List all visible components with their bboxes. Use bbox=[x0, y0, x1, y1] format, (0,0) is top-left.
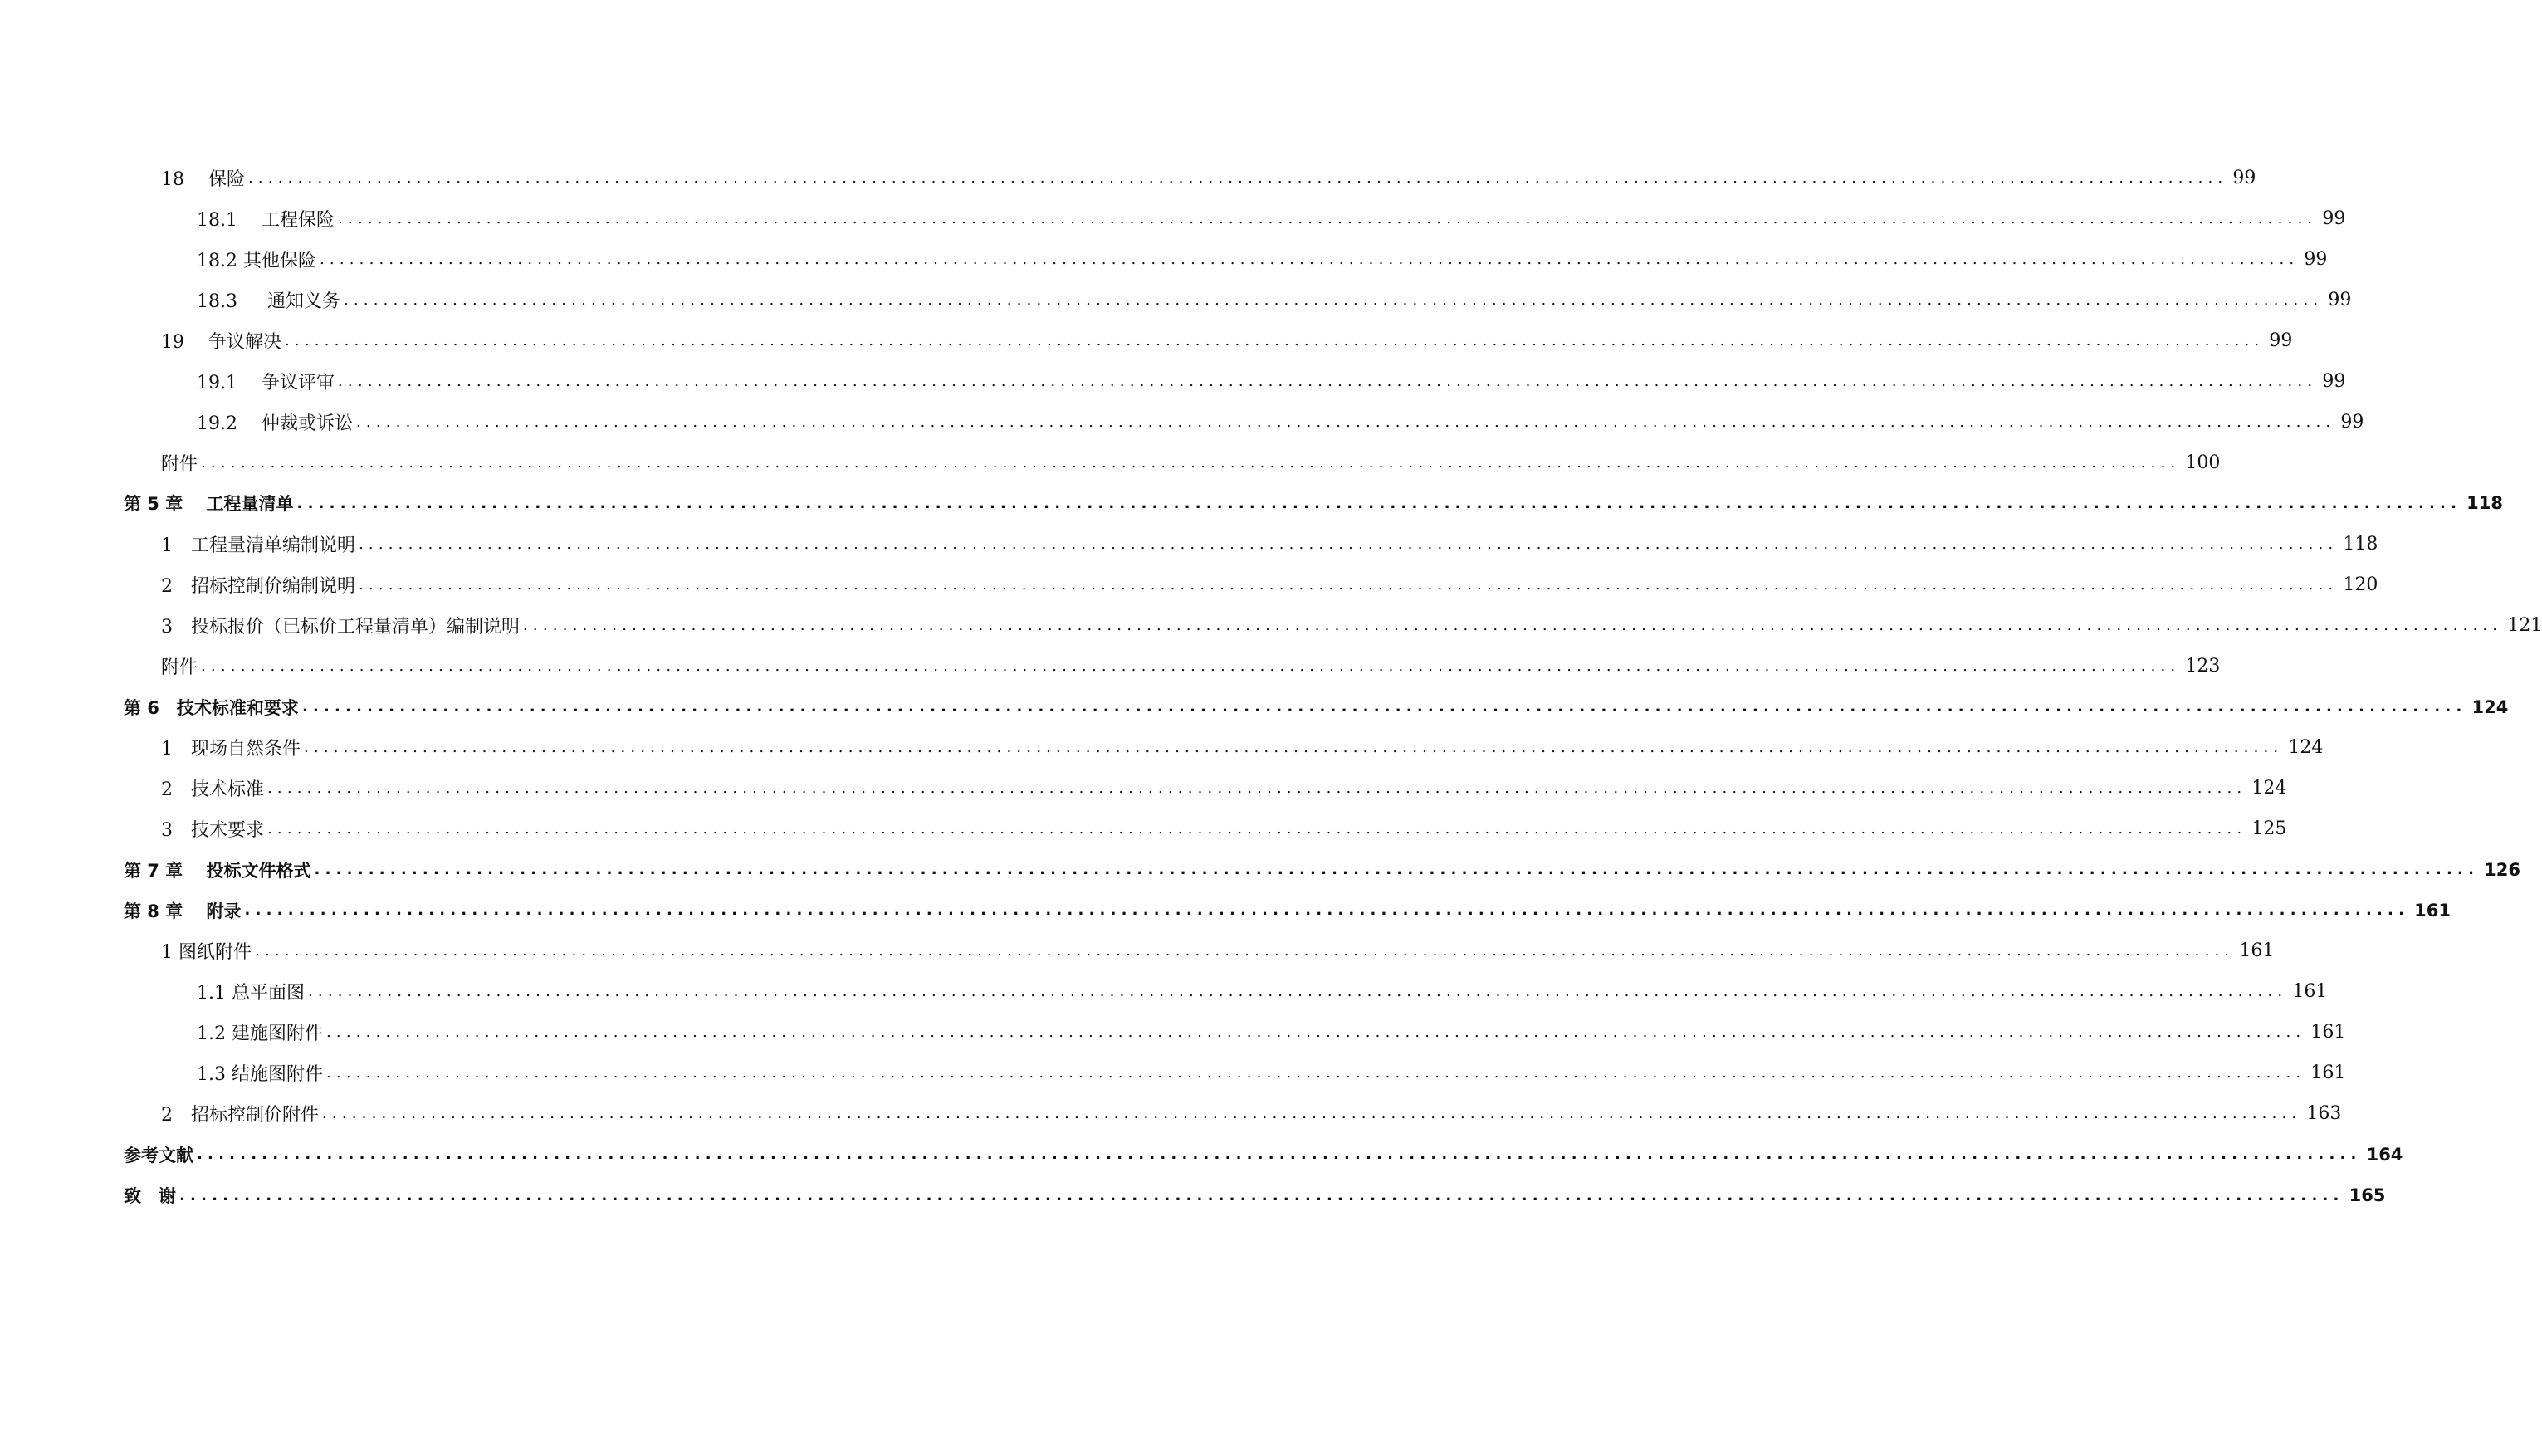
toc-entry[interactable] bbox=[0, 488, 2503, 518]
toc-entry-label: 附件 bbox=[161, 453, 198, 475]
toc-entry[interactable] bbox=[0, 569, 2378, 599]
toc-entry-label: 19.1 争议评审 bbox=[197, 372, 335, 393]
toc-entry-label: 18.1 工程保险 bbox=[197, 209, 335, 231]
dot-leader: ........................................................................................................................................................................................................ bbox=[523, 616, 2503, 634]
toc-entry-label: 18 保险 bbox=[161, 169, 245, 190]
toc-entry[interactable] bbox=[0, 447, 2221, 477]
toc-entry-label: 1 工程量清单编制说明 bbox=[161, 535, 355, 556]
toc-entry-label: 1 现场自然条件 bbox=[161, 739, 301, 760]
dot-leader: ........................................................................................................................................................................................................ bbox=[201, 657, 2181, 675]
toc-entry-page: 161 bbox=[2310, 1063, 2346, 1084]
toc-entry[interactable] bbox=[0, 1018, 2346, 1048]
toc-entry-page: 99 bbox=[2340, 411, 2364, 432]
dot-leader: ........................................................................................................................................................................................................ bbox=[197, 1146, 2362, 1164]
toc-entry-content bbox=[161, 572, 2378, 598]
dot-leader: ........................................................................................................................................................................................................ bbox=[244, 901, 2410, 920]
toc-entry-content bbox=[161, 816, 2287, 842]
toc-entry-content bbox=[197, 369, 2346, 394]
toc-entry-page: 161 bbox=[2292, 981, 2328, 1003]
toc-entry-label: 第 8 章 附录 bbox=[124, 901, 242, 921]
toc-entry-label: 致 谢 bbox=[124, 1186, 176, 1206]
toc-entry-content bbox=[124, 491, 2503, 515]
toc-entry-content bbox=[124, 898, 2451, 923]
toc-entry-content bbox=[197, 1019, 2346, 1045]
toc-entry-label: 附件 bbox=[161, 657, 198, 678]
toc-entry[interactable] bbox=[0, 936, 2275, 966]
toc-entry-page: 118 bbox=[2343, 533, 2378, 555]
dot-leader: ........................................................................................................................................................................................................ bbox=[343, 291, 2324, 309]
toc-entry-page: 161 bbox=[2310, 1022, 2346, 1043]
toc-entry-content bbox=[161, 653, 2221, 679]
toc-entry-page: 163 bbox=[2306, 1103, 2342, 1125]
toc-entry-content bbox=[161, 735, 2324, 760]
dot-leader: ........................................................................................................................................................................................................ bbox=[325, 1024, 2306, 1042]
dot-leader: ........................................................................................................................................................................................................ bbox=[267, 779, 2247, 798]
toc-entry-page: 124 bbox=[2288, 737, 2324, 759]
toc-entry-content bbox=[197, 979, 2328, 1004]
dot-leader: ........................................................................................................................................................................................................ bbox=[359, 535, 2339, 553]
toc-entry-page: 118 bbox=[2466, 493, 2503, 514]
dot-leader: ........................................................................................................................................................................................................ bbox=[337, 372, 2318, 390]
toc-entry-content bbox=[124, 695, 2509, 720]
toc-entry-label: 19.2 仲裁或诉讼 bbox=[197, 413, 353, 434]
toc-entry-page: 164 bbox=[2366, 1144, 2403, 1165]
toc-entry[interactable] bbox=[0, 896, 2451, 926]
toc-entry-label: 3 技术要求 bbox=[161, 820, 264, 842]
toc-entry-label: 18.2 其他保险 bbox=[197, 250, 316, 271]
toc-entry-content bbox=[161, 165, 2256, 191]
toc-entry-page: 99 bbox=[2269, 330, 2293, 351]
toc-entry-content bbox=[124, 1183, 2386, 1208]
toc-entry-label: 2 招标控制价附件 bbox=[161, 1105, 319, 1126]
toc-entry-page: 99 bbox=[2328, 289, 2352, 310]
toc-entry-label: 1.2 建施图附件 bbox=[197, 1024, 323, 1045]
toc-entry-content bbox=[161, 450, 2221, 476]
dot-leader: ........................................................................................................................................................................................................ bbox=[267, 820, 2247, 838]
dot-leader: ........................................................................................................................................................................................................ bbox=[179, 1186, 2344, 1204]
toc-entry[interactable] bbox=[0, 774, 2287, 804]
toc-entry-page: 161 bbox=[2239, 941, 2275, 962]
toc-entry-label: 2 招标控制价编制说明 bbox=[161, 575, 355, 597]
toc-entry-page: 165 bbox=[2349, 1185, 2386, 1205]
toc-entry[interactable] bbox=[0, 407, 2364, 437]
dot-leader: ........................................................................................................................................................................................................ bbox=[307, 983, 2288, 1001]
dot-leader: ........................................................................................................................................................................................................ bbox=[314, 861, 2480, 879]
toc-entry[interactable] bbox=[0, 325, 2293, 355]
toc-entry[interactable] bbox=[0, 1180, 2386, 1210]
toc-entry-content bbox=[161, 938, 2275, 964]
toc-entry[interactable] bbox=[0, 1058, 2346, 1088]
toc-entry[interactable] bbox=[0, 366, 2346, 396]
dot-leader: ........................................................................................................................................................................................................ bbox=[319, 250, 2300, 268]
toc-entry-page: 99 bbox=[2322, 208, 2346, 229]
dot-leader: ........................................................................................................................................................................................................ bbox=[296, 494, 2462, 512]
toc-entry[interactable] bbox=[0, 651, 2221, 681]
toc-entry-content bbox=[197, 247, 2328, 272]
toc-entry-label: 第 6 技术标准和要求 bbox=[124, 697, 299, 718]
toc-entry-page: 120 bbox=[2343, 574, 2378, 595]
toc-entry[interactable] bbox=[0, 1140, 2403, 1170]
toc-entry-content bbox=[197, 1060, 2346, 1086]
toc-entry-label: 1.3 结施图附件 bbox=[197, 1064, 323, 1086]
toc-entry-page: 124 bbox=[2471, 696, 2509, 717]
toc-entry-label: 参考文献 bbox=[124, 1145, 193, 1165]
toc-entry-page: 126 bbox=[2484, 859, 2520, 880]
dot-leader: ........................................................................................................................................................................................................ bbox=[301, 698, 2467, 716]
toc-entry[interactable] bbox=[0, 733, 2324, 763]
toc-entry-page: 99 bbox=[2304, 248, 2328, 270]
toc-entry-page: 121 bbox=[2507, 614, 2542, 636]
toc-entry-content bbox=[124, 857, 2520, 882]
toc-entry-label: 第 5 章 工程量清单 bbox=[124, 494, 294, 515]
toc-entry-content bbox=[124, 1142, 2403, 1167]
dot-leader: ........................................................................................................................................................................................................ bbox=[322, 1105, 2302, 1123]
dot-leader: ........................................................................................................................................................................................................ bbox=[355, 413, 2336, 431]
toc-entry[interactable] bbox=[0, 855, 2520, 885]
toc-entry[interactable] bbox=[0, 610, 2542, 640]
toc-entry[interactable] bbox=[0, 814, 2287, 844]
toc-entry-content bbox=[161, 613, 2542, 638]
toc-entry-page: 124 bbox=[2251, 778, 2287, 799]
toc-entry[interactable] bbox=[0, 163, 2256, 193]
toc-entry-content bbox=[161, 531, 2378, 557]
toc-entry[interactable] bbox=[0, 203, 2346, 233]
toc-entry-content bbox=[161, 1101, 2342, 1126]
toc-entry[interactable] bbox=[0, 285, 2352, 315]
toc-entry[interactable] bbox=[0, 1099, 2342, 1129]
toc-entry-page: 123 bbox=[2185, 655, 2221, 677]
dot-leader: ........................................................................................................................................................................................................ bbox=[201, 453, 2181, 471]
toc-entry-page: 100 bbox=[2185, 452, 2221, 473]
dot-leader: ........................................................................................................................................................................................................ bbox=[359, 575, 2339, 594]
dot-leader: ........................................................................................................................................................................................................ bbox=[248, 169, 2228, 187]
dot-leader: ........................................................................................................................................................................................................ bbox=[325, 1064, 2306, 1082]
dot-leader: ........................................................................................................................................................................................................ bbox=[255, 942, 2235, 960]
dot-leader: ........................................................................................................................................................................................................ bbox=[285, 331, 2265, 349]
toc-entry[interactable] bbox=[0, 977, 2328, 1007]
toc-entry-label: 第 7 章 投标文件格式 bbox=[124, 860, 311, 881]
toc-entry-content bbox=[197, 409, 2364, 435]
toc-entry[interactable] bbox=[0, 244, 2328, 274]
toc-entry-label: 3 投标报价（已标价工程量清单）编制说明 bbox=[161, 616, 520, 638]
toc-entry-label: 1 图纸附件 bbox=[161, 942, 252, 964]
dot-leader: ........................................................................................................................................................................................................ bbox=[304, 739, 2284, 757]
toc-entry[interactable] bbox=[0, 529, 2378, 559]
toc-entry-label: 2 技术标准 bbox=[161, 779, 264, 801]
toc-entry-page: 99 bbox=[2322, 370, 2346, 392]
toc-entry-page: 161 bbox=[2414, 900, 2451, 921]
dot-leader: ........................................................................................................................................................................................................ bbox=[337, 209, 2318, 227]
toc-entry-content bbox=[197, 287, 2352, 313]
toc-entry-page: 125 bbox=[2251, 818, 2287, 840]
toc-entry-label: 19 争议解决 bbox=[161, 331, 281, 353]
toc-entry-content bbox=[161, 775, 2287, 801]
toc-entry-content bbox=[197, 206, 2346, 232]
toc-entry-label: 1.1 总平面图 bbox=[197, 983, 305, 1004]
toc-entry-page: 99 bbox=[2232, 167, 2256, 188]
toc-entry-content bbox=[161, 328, 2293, 354]
toc-entry[interactable] bbox=[0, 692, 2509, 722]
toc-entry-label: 18.3 通知义务 bbox=[197, 291, 340, 312]
